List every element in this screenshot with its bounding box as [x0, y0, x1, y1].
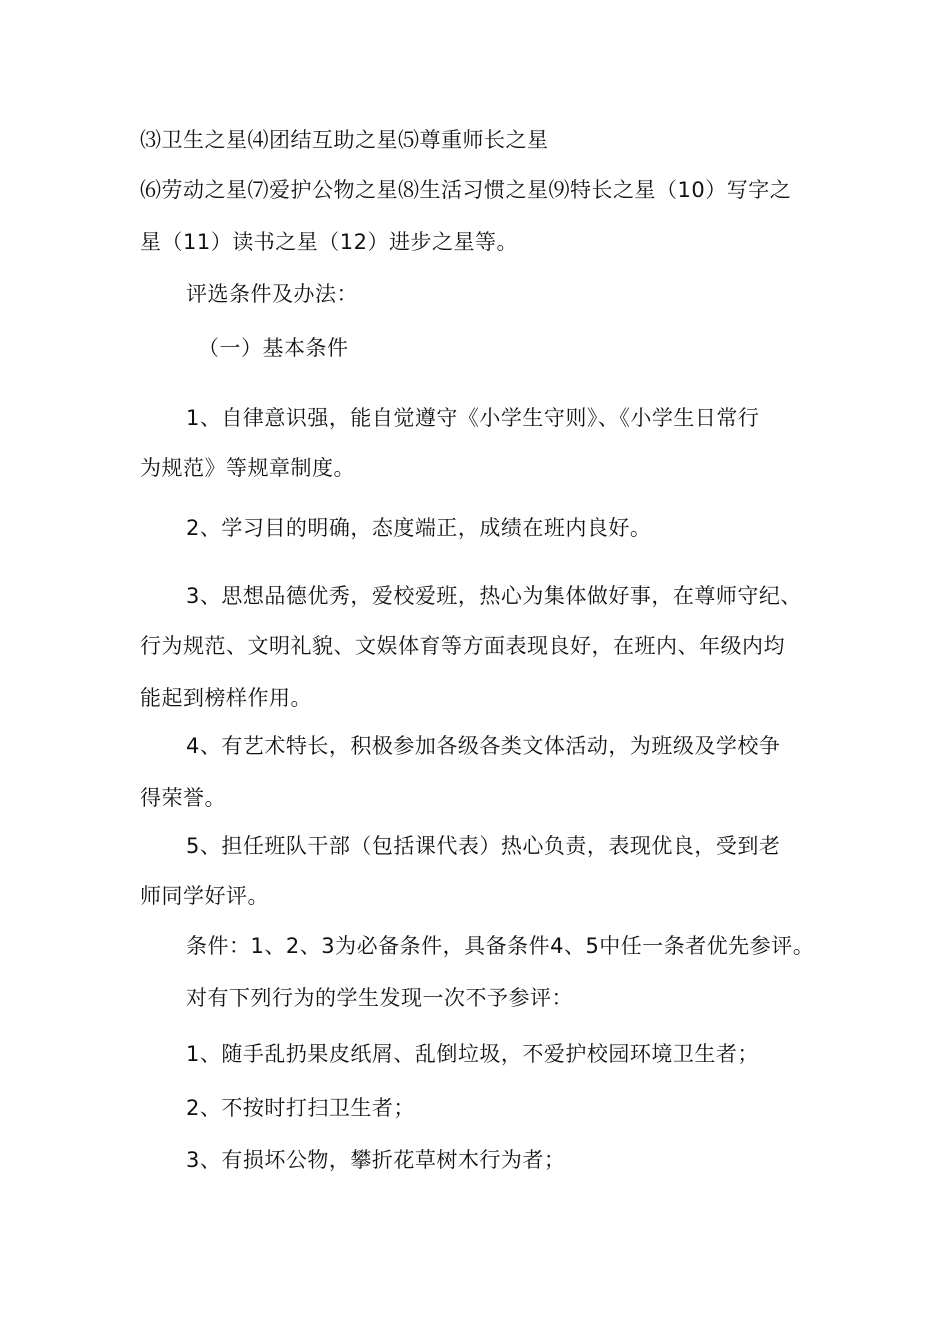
exclusion-heading: 对有下列行为的学生发现一次不予参评： — [186, 986, 573, 1010]
condition-5-line-1: 5、担任班队干部（包括课代表）热心负责，表现优良，受到老 — [186, 834, 781, 858]
exclusion-2: 2、不按时打扫卫生者； — [186, 1096, 415, 1120]
basic-conditions-heading: （一）基本条件 — [198, 336, 349, 360]
condition-4-line-2: 得荣誉。 — [140, 786, 226, 810]
condition-2: 2、学习目的明确，态度端正，成绩在班内良好。 — [186, 516, 652, 540]
condition-3-line-3: 能起到榜样作用。 — [140, 686, 312, 710]
condition-1-line-1: 1、自律意识强，能自觉遵守《小学生守则》、《小学生日常行 — [186, 406, 760, 430]
star-list-line-2: ⑹劳动之星⑺爱护公物之星⑻生活习惯之星⑼特长之星（10）写字之 — [140, 178, 792, 202]
condition-3-line-1: 3、思想品德优秀，爱校爱班，热心为集体做好事，在尊师守纪、 — [186, 584, 802, 608]
condition-4-line-1: 4、有艺术特长，积极参加各级各类文体活动，为班级及学校争 — [186, 734, 781, 758]
condition-3-line-2: 行为规范、文明礼貌、文娱体育等方面表现良好，在班内、年级内均 — [140, 634, 785, 658]
conditions-summary: 条件：1、2、3为必备条件，具备条件4、5中任一条者优先参评。 — [186, 934, 815, 958]
star-list-line-1: ⑶卫生之星⑷团结互助之星⑸尊重师长之星 — [140, 128, 549, 152]
selection-heading: 评选条件及办法： — [186, 282, 358, 306]
exclusion-3: 3、有损坏公物，攀折花草树木行为者； — [186, 1148, 566, 1172]
condition-5-line-2: 师同学好评。 — [140, 884, 269, 908]
exclusion-1: 1、随手乱扔果皮纸屑、乱倒垃圾，不爱护校园环境卫生者； — [186, 1042, 759, 1066]
condition-1-line-2: 为规范》等规章制度。 — [140, 456, 355, 480]
star-list-line-3: 星（11）读书之星（12）进步之星等。 — [140, 230, 518, 254]
